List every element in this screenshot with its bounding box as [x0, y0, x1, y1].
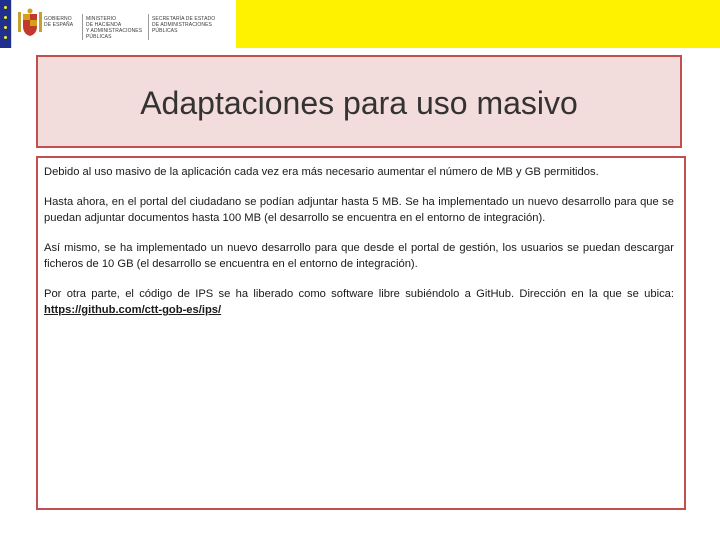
coat-of-arms-icon: [16, 8, 44, 38]
eu-star-icon: [4, 16, 7, 19]
eu-flag-strip: [0, 0, 11, 48]
github-link[interactable]: https://github.com/ctt-gob-es/ips/: [44, 304, 222, 316]
logo-gobierno-text: GOBIERNO DE ESPAÑA: [44, 16, 74, 28]
logo-secretaria-text: SECRETARÍA DE ESTADO DE ADMINISTRACIONES PÚBLICAS: [152, 16, 216, 34]
paragraph-github-text: Por otra parte, el código de IPS se ha liberado como software libre subiéndolo a GitHub. Dirección en la que se ubica:: [44, 288, 674, 300]
eu-star-icon: [4, 36, 7, 39]
eu-star-icon: [4, 6, 7, 9]
paragraph: Debido al uso masivo de la aplicación cada vez era más necesario aumentar el número de MB y GB permitidos.: [44, 166, 599, 178]
paragraph: Hasta ahora, en el portal del ciudadano se podían adjuntar hasta 5 MB. Se ha implementado un nuevo desarrollo para que se puedan adjuntar documentos hasta 100 MB (el desarrollo se encuentra en el entorno de integración).: [44, 196, 674, 224]
slide-content-box: [36, 156, 686, 510]
paragraph-github: [44, 286, 674, 318]
header-band: [0, 0, 720, 48]
logo-divider: [148, 14, 149, 40]
paragraph: Así mismo, se ha implementado un nuevo desarrollo para que desde el portal de gestión, los usuarios se puedan descargar ficheros de 10 GB (el desarrollo se encuentra en el entorno de integración).: [44, 242, 674, 270]
eu-star-icon: [4, 26, 7, 29]
logo-ministerio-text: MINISTERIO DE HACIENDA Y ADMINISTRACIONES PÚBLICAS: [86, 16, 143, 40]
logo-divider: [82, 14, 83, 40]
government-logo: [12, 0, 236, 48]
slide-title: Adaptaciones para uso masivo: [140, 85, 578, 121]
slide-title-box: [36, 55, 682, 148]
